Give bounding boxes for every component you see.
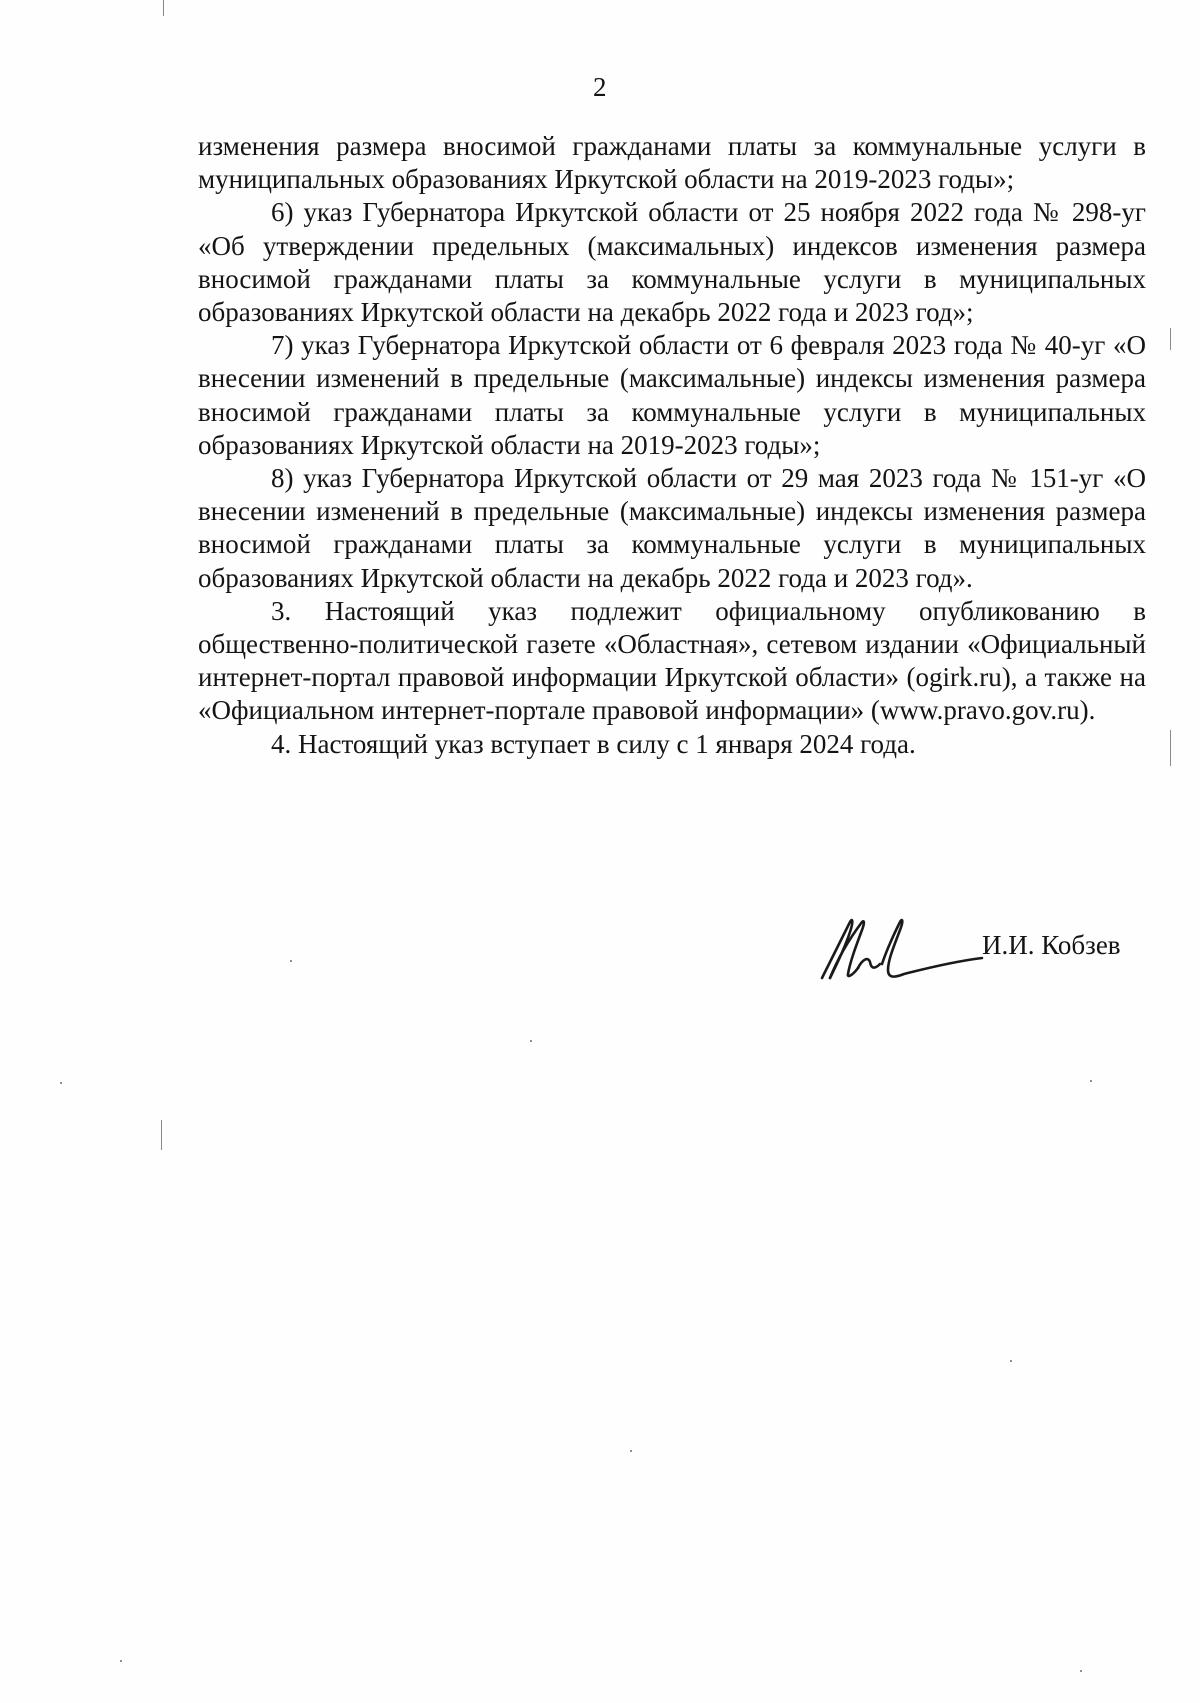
handwritten-signature <box>800 900 990 990</box>
paragraph-item-7: 7) указ Губернатора Иркутской области от 6 февраля 2023 года № 40-уг «О внесении изменений в предельные (максимальные) индексы изменения размера вносимой гражданами платы за коммунальные услуги в муниципальных образованиях Иркутской области на 2019-2023 годы»; <box>198 330 1146 460</box>
scan-edge-mark <box>163 0 164 16</box>
scan-speck <box>1090 1080 1092 1082</box>
scan-speck <box>290 960 292 962</box>
scan-edge-mark <box>1170 730 1171 766</box>
scan-speck <box>60 1082 62 1084</box>
paragraph-item-8: 8) указ Губернатора Иркутской области от 29 мая 2023 года № 151-уг «О внесении изменений в предельные (максимальные) индексы изменения размера вносимой гражданами платы за коммунальные услуги в муниципальных образованиях Иркутской области на декабрь 2022 года и 2023 год». <box>198 463 1146 593</box>
scan-speck <box>630 1450 632 1452</box>
scan-edge-mark <box>1170 328 1171 350</box>
scan-speck <box>530 1040 532 1042</box>
signer-name: И.И. Кобзев <box>982 930 1121 960</box>
signature-block <box>800 900 1160 990</box>
scan-speck <box>1080 1670 1082 1672</box>
paragraph-clause-4: 4. Настоящий указ вступает в силу с 1 января 2024 года. <box>271 728 916 759</box>
page-number: 2 <box>593 72 607 102</box>
scan-speck <box>1010 1360 1012 1362</box>
paragraph-continuation: изменения размера вносимой гражданами платы за коммунальные услуги в муниципальных образованиях Иркутской области на 2019-2023 годы»; <box>198 131 1146 195</box>
scan-edge-mark <box>161 1120 162 1150</box>
document-body <box>198 130 1146 761</box>
paragraph-item-6: 6) указ Губернатора Иркутской области от 25 ноября 2022 года № 298-уг «Об утверждении предельных (максимальных) индексов изменения размера вносимой гражданами платы за коммунальные услуги в муниципальных образованиях Иркутской области на декабрь 2022 года и 2023 год»; <box>198 197 1146 328</box>
scan-speck <box>120 1660 122 1662</box>
paragraph-clause-3: 3. Настоящий указ подлежит официальному опубликованию в общественно-политической газете «Областная», сетевом издании «Официальный интернет-портал правовой информации Иркутской области» (ogirk.ru), а также на «Официальном интернет-портале правовой информации» (www.pravo.gov.ru). <box>198 595 1146 726</box>
